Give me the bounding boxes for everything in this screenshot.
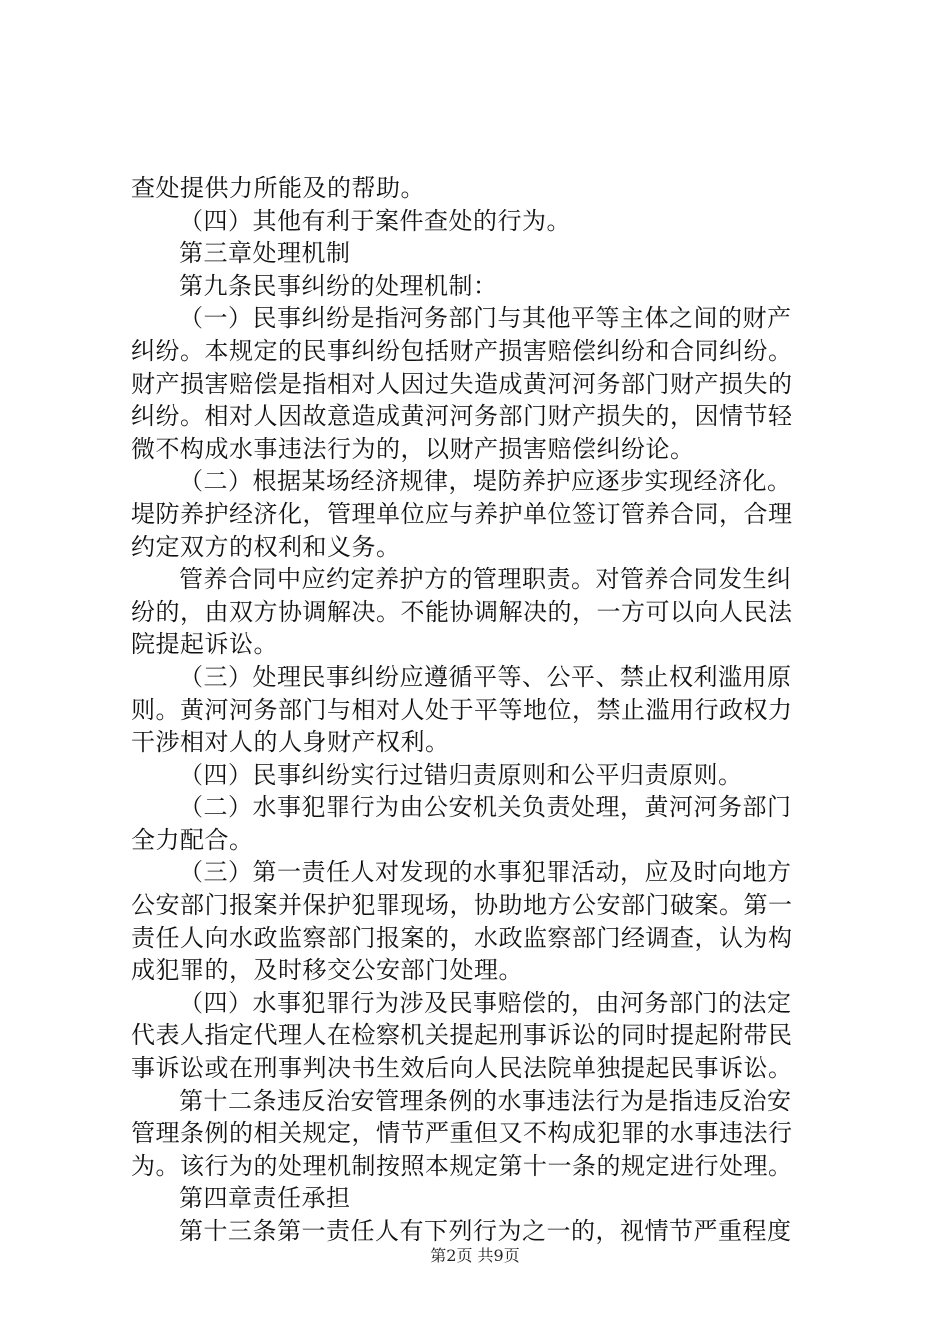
text-line: 第四章责任承担 <box>179 1184 351 1213</box>
text-line: 责任人向水政监察部门报案的，水政监察部门经调查，认为构 <box>131 923 793 952</box>
text-line: 第三章处理机制 <box>179 239 351 268</box>
text-line: 第十三条第一责任人有下列行为之一的，视情节严重程度 <box>179 1217 792 1245</box>
text-line: 纷的，由双方协调解决。不能协调解决的，一方可以向人民法 <box>131 597 793 626</box>
text-line: 全力配合。 <box>131 825 254 854</box>
text-line: （二）水事犯罪行为由公安机关负责处理，黄河河务部门 <box>179 793 792 822</box>
text-line: 管理条例的相关规定，情节严重但又不构成犯罪的水事违法行 <box>131 1119 793 1148</box>
page-footer: 第2页 共9页 <box>430 1246 520 1265</box>
text-line: 堤防养护经济化，管理单位应与养护单位签订管养合同，合理 <box>131 499 793 528</box>
text-line: 第九条民事纠纷的处理机制： <box>179 271 498 300</box>
text-line: 第十二条违反治安管理条例的水事违法行为是指违反治安 <box>179 1086 792 1115</box>
text-line: 约定双方的权利和义务。 <box>131 532 401 561</box>
text-line: 管养合同中应约定养护方的管理职责。对管养合同发生纠 <box>179 565 792 594</box>
text-line: 则。黄河河务部门与相对人处于平等地位，禁止滥用行政权力 <box>131 695 793 724</box>
text-line: 代表人指定代理人在检察机关提起刑事诉讼的同时提起附带民 <box>131 1021 793 1050</box>
text-line: 院提起诉讼。 <box>131 630 278 659</box>
text-line: （三）处理民事纠纷应遵循平等、公平、禁止权利滥用原 <box>179 662 792 691</box>
text-line: 纠纷。本规定的民事纠纷包括财产损害赔偿纠纷和合同纠纷。 <box>131 336 793 365</box>
text-line: 查处提供力所能及的帮助。 <box>131 174 425 202</box>
text-line: （一）民事纠纷是指河务部门与其他平等主体之间的财产 <box>179 304 792 333</box>
text-line: 干涉相对人的人身财产权利。 <box>131 728 450 757</box>
text-line: 公安部门报案并保护犯罪现场，协助地方公安部门破案。第一 <box>131 891 793 920</box>
text-line: 财产损害赔偿是指相对人因过失造成黄河河务部门财产损失的 <box>131 369 793 398</box>
text-line: 纠纷。相对人因故意造成黄河河务部门财产损失的，因情节轻 <box>131 402 793 431</box>
text-line: （三）第一责任人对发现的水事犯罪活动，应及时向地方 <box>179 858 792 887</box>
text-line: 事诉讼或在刑事判决书生效后向人民法院单独提起民事诉讼。 <box>131 1054 793 1083</box>
text-line: （四）其他有利于案件查处的行为。 <box>179 206 571 235</box>
text-line: （二）根据某场经济规律，堤防养护应逐步实现经济化。 <box>179 467 792 496</box>
text-line: 成犯罪的，及时移交公安部门处理。 <box>131 956 523 985</box>
text-line: （四）水事犯罪行为涉及民事赔偿的，由河务部门的法定 <box>179 988 792 1017</box>
document-body <box>131 172 831 1248</box>
text-line: 微不构成水事违法行为的，以财产损害赔偿纠纷论。 <box>131 434 695 463</box>
text-line: （四）民事纠纷实行过错归责原则和公平归责原则。 <box>179 760 743 789</box>
text-line: 为。该行为的处理机制按照本规定第十一条的规定进行处理。 <box>131 1151 793 1180</box>
